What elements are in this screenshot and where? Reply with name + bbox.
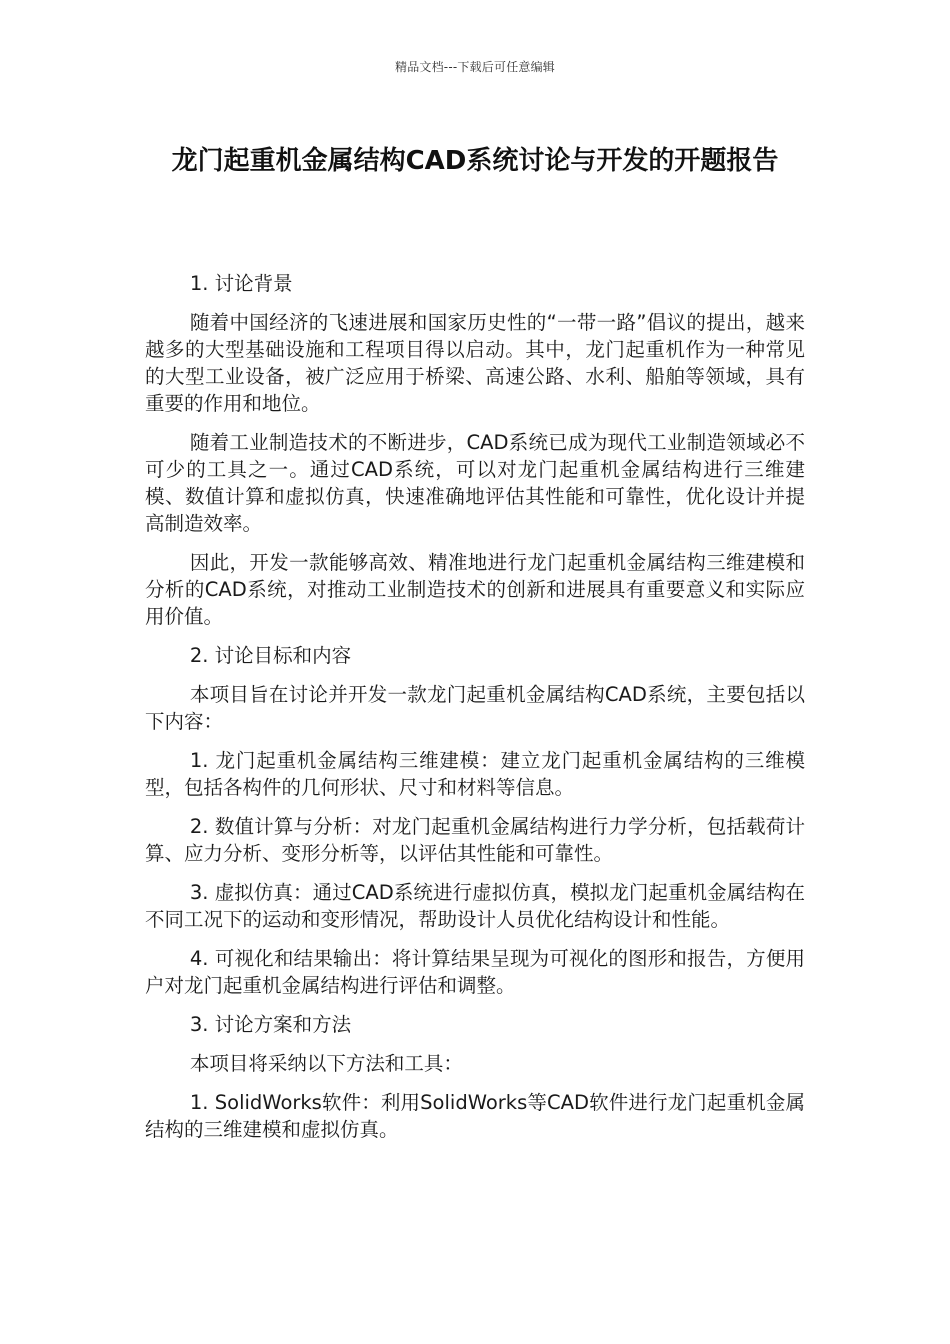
list-item: 4. 可视化和结果输出：将计算结果呈现为可视化的图形和报告，方便用户对龙门起重机金属结构进行评估和调整。 — [145, 947, 805, 997]
section-heading-methods: 3. 讨论方案和方法 — [189, 1013, 352, 1036]
section-heading-background: 1. 讨论背景 — [189, 272, 293, 295]
paragraph: 随着中国经济的飞速进展和国家历史性的“一带一路”倡议的提出，越来越多的大型基础设施和工程项目得以启动。其中，龙门起重机作为一种常见的大型工业设备，被广泛应用于桥梁、高速公路、水利、船舶等领域，具有重要的作用和地位。 — [145, 311, 805, 415]
paragraph: 因此，开发一款能够高效、精准地进行龙门起重机金属结构三维建模和分析的CAD系统，对推动工业制造技术的创新和进展具有重要意义和实际应用价值。 — [145, 551, 805, 628]
document-body — [145, 270, 805, 1155]
paragraph: 随着工业制造技术的不断进步，CAD系统已成为现代工业制造领域必不可少的工具之一。通过CAD系统，可以对龙门起重机金属结构进行三维建模、数值计算和虚拟仿真，快速准确地评估其性能和可靠性，优化设计并提高制造效率。 — [145, 431, 805, 535]
list-item: 1. 龙门起重机金属结构三维建模：建立龙门起重机金属结构的三维模型，包括各构件的几何形状、尺寸和材料等信息。 — [145, 749, 805, 799]
section-heading-goals: 2. 讨论目标和内容 — [189, 644, 352, 667]
paragraph: 本项目旨在讨论并开发一款龙门起重机金属结构CAD系统，主要包括以下内容： — [145, 683, 805, 733]
list-item: 3. 虚拟仿真：通过CAD系统进行虚拟仿真，模拟龙门起重机金属结构在不同工况下的运动和变形情况，帮助设计人员优化结构设计和性能。 — [145, 881, 805, 931]
document-title: 龙门起重机金属结构CAD系统讨论与开发的开题报告 — [171, 146, 779, 176]
header-note: 精品文档---下载后可任意编辑 — [395, 60, 555, 74]
paragraph: 本项目将采纳以下方法和工具： — [189, 1052, 463, 1075]
list-item: 1. SolidWorks软件：利用SolidWorks等CAD软件进行龙门起重机金属结构的三维建模和虚拟仿真。 — [145, 1091, 805, 1141]
list-item: 2. 数值计算与分析：对龙门起重机金属结构进行力学分析，包括载荷计算、应力分析、变形分析等，以评估其性能和可靠性。 — [145, 815, 805, 865]
